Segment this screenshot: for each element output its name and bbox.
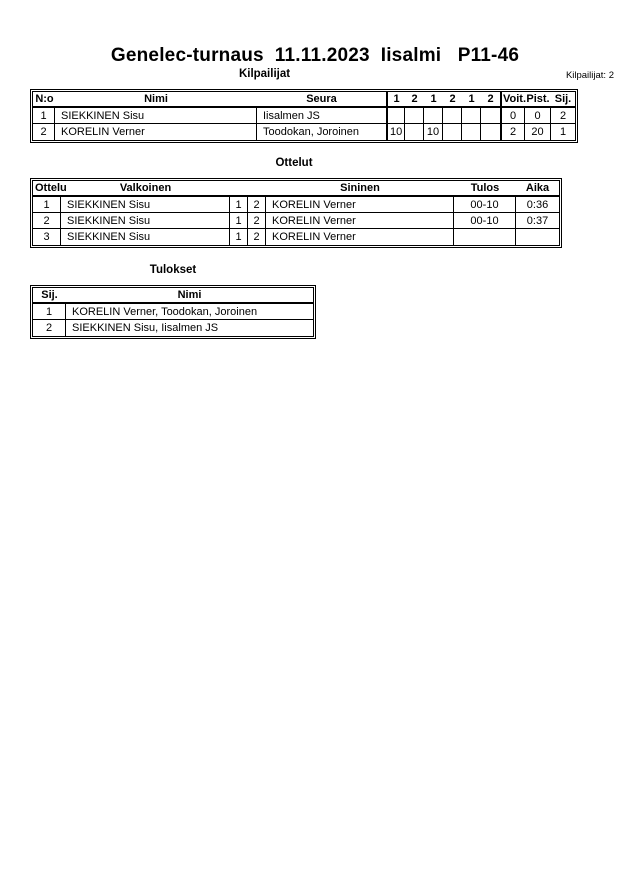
cell-club: Iisalmen JS	[257, 108, 386, 124]
column-header: 1	[424, 92, 443, 108]
column-header: Seura	[257, 92, 386, 108]
cell-score: 10	[424, 124, 443, 140]
table-row	[33, 304, 313, 320]
page-title: Genelec-turnaus 11.11.2023 Iisalmi P11-46	[110, 45, 520, 66]
ottelut-table	[30, 178, 562, 248]
column-header: 2	[405, 92, 424, 108]
table-row	[33, 229, 559, 245]
column-header: Nimi	[55, 92, 257, 108]
cell-time: 0:36	[516, 197, 559, 213]
cell-white-player: SIEKKINEN Sisu	[61, 197, 230, 213]
cell-match-number: 2	[33, 213, 61, 229]
cell-points: 20	[525, 124, 551, 140]
column-header: N:o	[33, 92, 55, 108]
ottelut-heading: Ottelut	[275, 157, 313, 169]
column-header	[248, 181, 266, 197]
cell-number: 2	[33, 124, 55, 140]
cell-blue-player: KORELIN Verner	[266, 197, 454, 213]
table-row	[33, 320, 313, 336]
column-header: Voit.	[500, 92, 525, 108]
table-header-row	[33, 288, 313, 304]
cell-result	[454, 229, 516, 245]
cell-score	[405, 108, 424, 124]
cell-rank: 1	[33, 304, 66, 320]
column-header: Valkoinen	[61, 181, 230, 197]
cell-rank: 1	[559, 126, 567, 138]
cell-name: SIEKKINEN Sisu	[55, 108, 257, 124]
cell-blue-player: KORELIN Verner	[266, 213, 454, 229]
cell-time: 0:37	[516, 213, 559, 229]
cell-flag: 2	[248, 229, 266, 245]
column-header: Nimi	[66, 288, 313, 304]
cell-flag: 1	[230, 197, 248, 213]
column-header: Tulos	[454, 181, 516, 197]
cell-result: 00-10	[454, 213, 516, 229]
cell-match-number: 3	[33, 229, 61, 245]
table-row	[33, 124, 575, 140]
column-header: 1	[386, 92, 405, 108]
cell-name-club: SIEKKINEN Sisu, Iisalmen JS	[72, 322, 219, 334]
kilpailijat-table	[30, 89, 578, 143]
cell-wins: 0	[500, 108, 525, 124]
cell-wins: 2	[500, 124, 525, 140]
cell-white-player: SIEKKINEN Sisu	[61, 213, 230, 229]
cell-club: Toodokan, Joroinen	[263, 126, 360, 138]
column-header: Ottelu	[33, 181, 61, 197]
column-header: Aika	[516, 181, 559, 197]
cell-rank: 2	[551, 108, 575, 124]
cell-score	[424, 108, 443, 124]
cell-blue-player: KORELIN Verner	[266, 229, 454, 245]
table-row	[33, 197, 559, 213]
cell-score	[443, 108, 462, 124]
competitors-count: Kilpailijat: 2	[565, 70, 614, 81]
column-header	[230, 181, 248, 197]
cell-white-player: SIEKKINEN Sisu	[61, 229, 230, 245]
column-header: Sij.	[551, 92, 575, 108]
tulokset-table	[30, 285, 316, 339]
cell-result: 00-10	[454, 197, 516, 213]
cell-number: 1	[33, 108, 55, 124]
column-header: Sij.	[33, 288, 66, 304]
cell-flag: 1	[230, 229, 248, 245]
column-header: 2	[481, 92, 500, 108]
column-header: 2	[443, 92, 462, 108]
column-header: Pist.	[525, 92, 551, 108]
kilpailijat-heading: Kilpailijat	[238, 68, 291, 80]
cell-flag: 2	[248, 197, 266, 213]
cell-name: KORELIN Verner	[55, 124, 257, 140]
cell-score	[481, 108, 500, 124]
table-header-row	[33, 92, 575, 108]
table-row	[33, 213, 559, 229]
cell-points: 0	[525, 108, 551, 124]
cell-score	[405, 124, 424, 140]
cell-name-club: KORELIN Verner, Toodokan, Joroinen	[66, 304, 313, 320]
cell-score	[443, 124, 462, 140]
cell-time	[516, 229, 559, 245]
column-header: Sininen	[266, 181, 454, 197]
table-row	[33, 108, 575, 124]
column-header: 1	[462, 92, 481, 108]
cell-score	[386, 108, 405, 124]
cell-score	[462, 108, 481, 124]
table-header-row	[33, 181, 559, 197]
cell-score	[481, 124, 500, 140]
cell-rank: 2	[33, 320, 66, 336]
cell-score	[462, 124, 481, 140]
cell-flag: 2	[248, 213, 266, 229]
cell-flag: 1	[230, 213, 248, 229]
cell-score: 10	[386, 124, 405, 140]
tulokset-heading: Tulokset	[149, 264, 197, 276]
cell-match-number: 1	[33, 197, 61, 213]
